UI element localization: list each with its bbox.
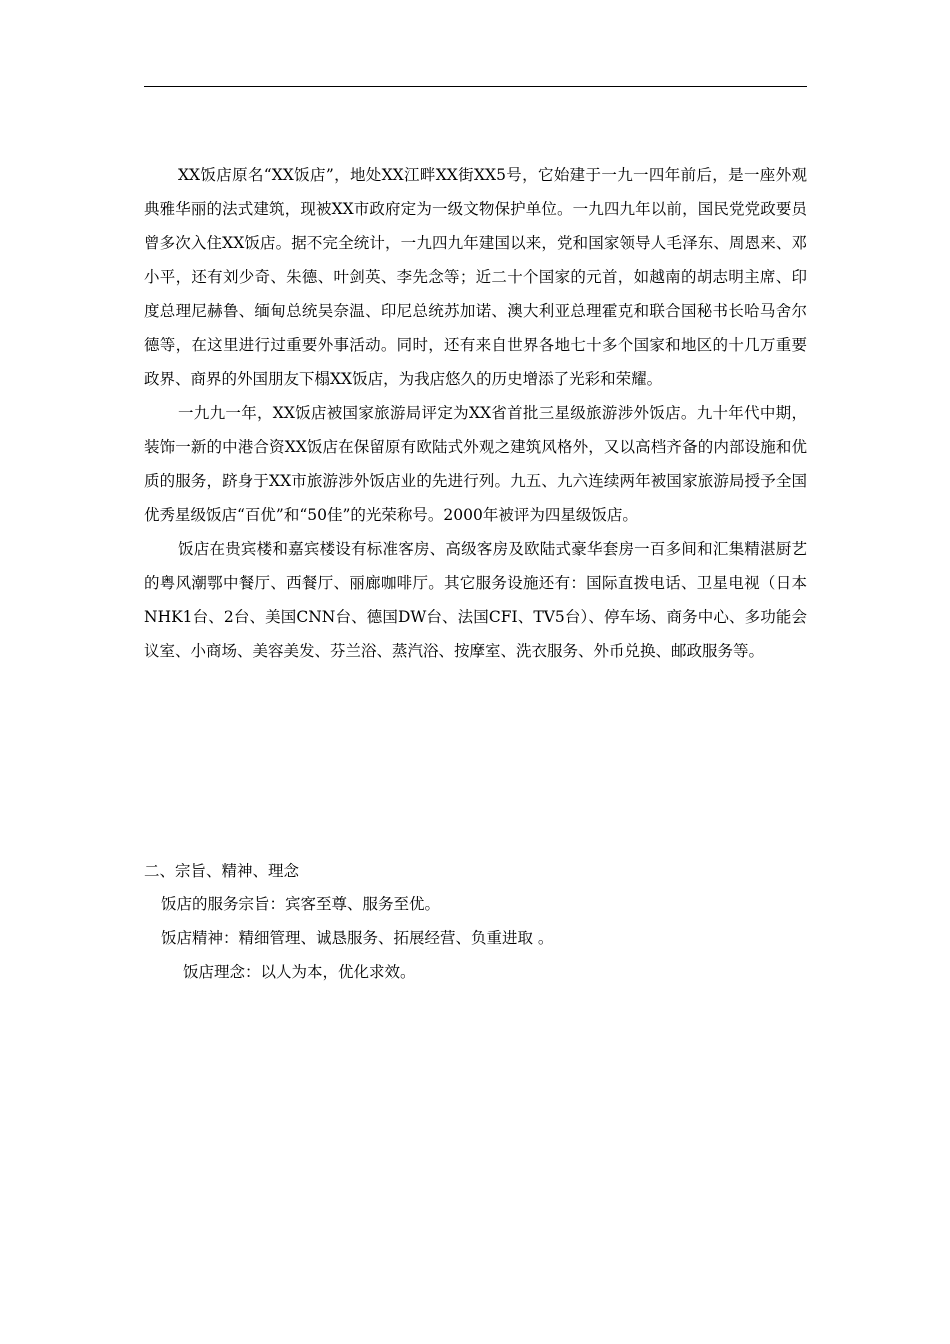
hotel-introduction bbox=[144, 158, 807, 668]
hotel-philosophy: 饭店理念：以人为本，优化求效。 bbox=[183, 963, 416, 981]
intro-paragraph-facilities: 饭店在贵宾楼和嘉宾楼设有标准客房、高级客房及欧陆式豪华套房一百多间和汇集精湛厨艺的粤风潮鄂中餐厅、西餐厅、丽廊咖啡厅。其它服务设施还有：国际直拨电话、卫星电视（日本NHK1台、2台、美国CNN台、德国DW台、法国CFI、TV5台）、停车场、商务中心、多功能会议室、小商场、美容美发、芬兰浴、蒸汽浴、按摩室、洗衣服务、外币兑换、邮政服务等。 bbox=[144, 540, 807, 660]
header-rule bbox=[144, 86, 807, 87]
service-purpose: 饭店的服务宗旨：宾客至尊、服务至优。 bbox=[161, 895, 441, 913]
section-purpose-spirit-philosophy bbox=[144, 855, 807, 989]
hotel-spirit: 饭店精神：精细管理、诚恳服务、拓展经营、负重进取 。 bbox=[161, 929, 554, 947]
section-heading: 二、宗旨、精神、理念 bbox=[144, 862, 300, 880]
intro-paragraph-history: XX饭店原名“XX饭店”，地处XX江畔XX街XX5号，它始建于一九一四年前后，是一座外观典雅华丽的法式建筑，现被XX市政府定为一级文物保护单位。一九四九年以前，国民党党政要员曾多次入住XX饭店。据不完全统计，一九四九年建国以来，党和国家领导人毛泽东、周恩来、邓小平，还有刘少奇、朱德、叶剑英、李先念等；近二十个国家的元首，如越南的胡志明主席、印度总理尼赫鲁、缅甸总统吴奈温、印尼总统苏加诺、澳大利亚总理霍克和联合国秘书长哈马舍尔德等，在这里进行过重要外事活动。同时，还有来自世界各地七十多个国家和地区的十几万重要政界、商界的外国朋友下榻XX饭店，为我店悠久的历史增添了光彩和荣耀。 bbox=[144, 166, 807, 388]
intro-paragraph-rating: 一九九一年，XX饭店被国家旅游局评定为XX省首批三星级旅游涉外饭店。九十年代中期，装饰一新的中港合资XX饭店在保留原有欧陆式外观之建筑风格外，又以高档齐备的内部设施和优质的服务，跻身于XX市旅游涉外饭店业的先进行列。九五、九六连续两年被国家旅游局授予全国优秀星级饭店“百优”和“50佳”的光荣称号。2000年被评为四星级饭店。 bbox=[144, 404, 807, 524]
